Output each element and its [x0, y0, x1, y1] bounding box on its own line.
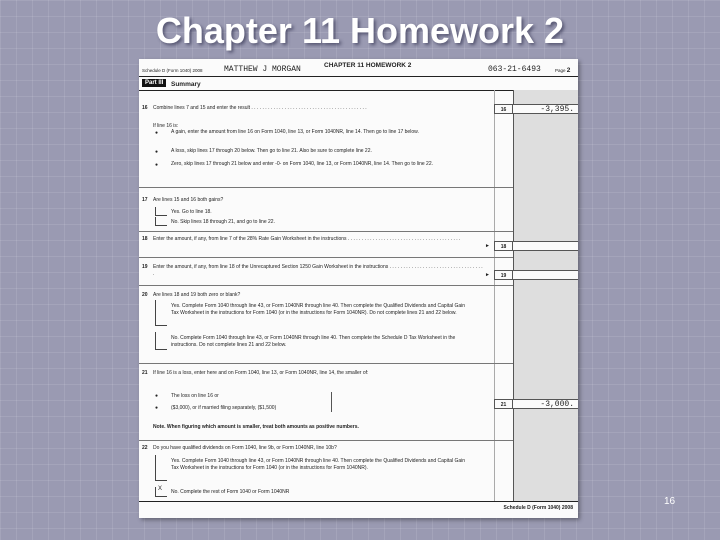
line-19-number: 19 — [142, 264, 148, 270]
amount-column-border — [513, 90, 514, 501]
line-16-bullet-gain: A gain, enter the amount from line 16 on Form 1040, line 13, or Form 1040NR, line 14. Then go to line 17 below. — [171, 129, 419, 135]
form-page-indicator: Page 2 — [555, 67, 571, 74]
part-label: Part III — [142, 79, 166, 87]
taxpayer-name: MATTHEW J MORGAN — [224, 65, 301, 74]
brace — [331, 392, 332, 412]
line-16-text: Combine lines 7 and 15 and enter the result . . . . . . . . . . . . . . . . . . . . . . . . . . . . . . . . . . . . . . . . . . — [153, 105, 367, 111]
line-21-text: If line 16 is a loss, enter here and on Form 1040, line 13, or Form 1040NR, line 14, the smaller of: — [153, 370, 369, 376]
bullet-icon: ● — [155, 130, 159, 136]
line-separator — [139, 440, 513, 441]
line-18-box: 18 — [494, 241, 513, 251]
tax-form-page — [139, 59, 578, 518]
line-21-bullet-limit: ($3,000), or if married filing separately, ($1,500) — [171, 405, 277, 411]
line-16-amount-field[interactable] — [513, 104, 578, 114]
line-21-amount-field[interactable] — [513, 399, 578, 409]
bullet-icon: ● — [155, 162, 159, 168]
bullet-icon: ● — [155, 393, 159, 399]
form-title: CHAPTER 11 HOMEWORK 2 — [324, 62, 412, 69]
line-20-yes-checkbox[interactable] — [155, 300, 167, 326]
header-rule — [139, 76, 578, 77]
line-17-number: 17 — [142, 197, 148, 203]
line-16-bullet-loss: A loss, skip lines 17 through 20 below. Then go to line 21. Also be sure to complete line 22. — [171, 148, 372, 154]
line-20-no: No. Complete Form 1040 through line 43, or Form 1040NR through line 40. Then complete the Schedule D Tax Worksheet in the instructions. Do not complete lines 21 and 22 below. — [171, 335, 456, 348]
arrow-icon: ► — [485, 243, 490, 249]
line-separator — [139, 285, 513, 286]
line-17-yes-checkbox[interactable] — [155, 207, 167, 216]
line-22-text: Do you have qualified dividends on Form 1040, line 9b, or Form 1040NR, line 10b? — [153, 445, 337, 451]
line-16-amount: -3,395. — [540, 105, 574, 114]
line-20-number: 20 — [142, 292, 148, 298]
line-22-no-checkbox[interactable] — [155, 487, 167, 497]
line-21-bullet-loss: The loss on line 16 or — [171, 393, 219, 399]
line-22-no: No. Complete the rest of Form 1040 or Form 1040NR — [171, 489, 290, 495]
slide-title: Chapter 11 Homework 2 — [155, 10, 565, 51]
bullet-icon: ● — [155, 405, 159, 411]
line-16-box: 16 — [494, 104, 513, 114]
line-16-number: 16 — [142, 105, 148, 111]
line-18-amount-field[interactable] — [513, 241, 578, 251]
line-20-yes: Yes. Complete Form 1040 through line 43, or Form 1040NR through line 40. Then complete the Qualified Dividends and Capital Gain Tax Worksheet in the instructions for Form 1040 (or in the instructions for Form 1040NR). Do not complete lines 21 and 22 below. — [171, 303, 466, 316]
slide-page-number: 16 — [664, 496, 676, 507]
line-separator — [139, 363, 513, 364]
line-separator — [139, 187, 513, 188]
check-mark-icon: X — [158, 486, 163, 492]
form-header-label: Schedule D (Form 1040) 2008 — [142, 68, 203, 73]
line-21-number: 21 — [142, 370, 148, 376]
line-21-amount: -3,000. — [540, 400, 574, 409]
part-title: Summary — [171, 81, 201, 88]
form-footer: Schedule D (Form 1040) 2008 — [503, 505, 573, 511]
arrow-icon: ► — [485, 272, 490, 278]
line-20-text: Are lines 18 and 19 both zero or blank? — [153, 292, 241, 298]
line-17-yes: Yes. Go to line 18. — [171, 209, 212, 215]
footer-rule — [139, 501, 578, 502]
line-18-text: Enter the amount, if any, from line 7 of the 28% Rate Gain Worksheet in the instructions . . . . . . . . . . . . . . . . . . . . . . . . . . . . . . . . . . . . . . . . . — [153, 236, 461, 242]
line-22-yes-checkbox[interactable] — [155, 455, 167, 481]
line-18-number: 18 — [142, 236, 148, 242]
line-19-text: Enter the amount, if any, from line 18 of the Unrecaptured Section 1250 Gain Worksheet in the instructions . . . . . . . . . . . . . . . . . . . . . . . . . . . . . . . . . . . — [153, 264, 483, 277]
line-19-box: 19 — [494, 270, 513, 280]
line-separator — [139, 257, 513, 258]
amount-column-shade — [513, 90, 578, 501]
line-17-no: No. Skip lines 18 through 21, and go to line 22. — [171, 219, 275, 225]
line-separator — [139, 231, 513, 232]
line-16-intro: If line 16 is: — [153, 123, 179, 129]
line-20-no-checkbox[interactable] — [155, 332, 167, 350]
line-16-bullet-zero: Zero, skip lines 17 through 21 below and enter -0- on Form 1040, line 13, or Form 1040NR, line 14. Then go to line 22. — [171, 161, 434, 167]
line-19-amount-field[interactable] — [513, 270, 578, 280]
line-17-no-checkbox[interactable] — [155, 217, 167, 226]
bullet-icon: ● — [155, 149, 159, 155]
line-21-note: Note. When figuring which amount is smaller, treat both amounts as positive numbers. — [153, 424, 359, 430]
line-22-number: 22 — [142, 445, 148, 451]
line-21-box: 21 — [494, 399, 513, 409]
taxpayer-ssn: 063-21-6493 — [488, 65, 541, 74]
line-17-text: Are lines 15 and 16 both gains? — [153, 197, 224, 203]
line-22-yes: Yes. Complete Form 1040 through line 43, or Form 1040NR through line 40. Then complete the Qualified Dividends and Capital Gain Tax Worksheet in the instructions for Form 1040 (or in the instructions for Form 1040NR). — [171, 458, 466, 471]
